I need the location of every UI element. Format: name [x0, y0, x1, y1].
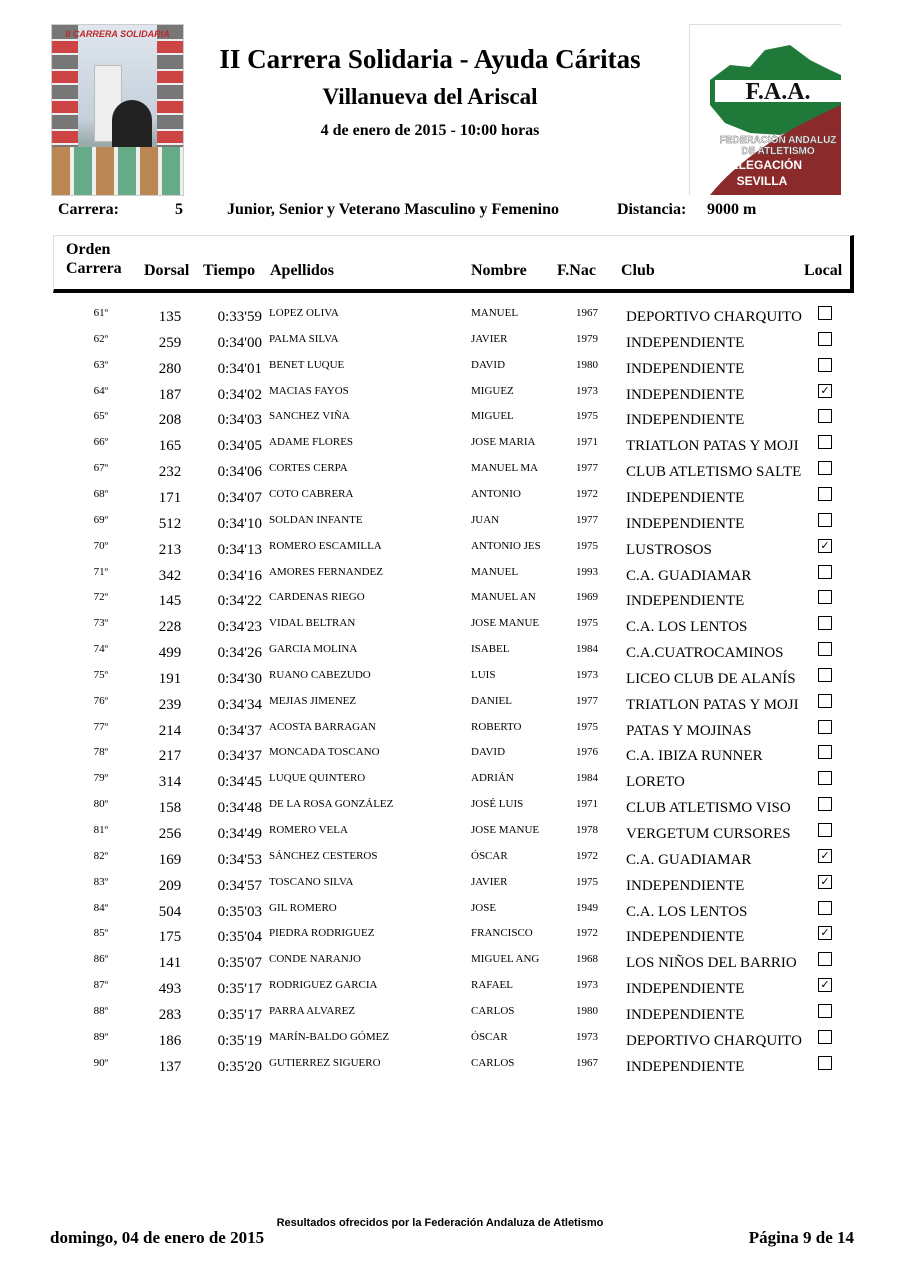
local-checkbox: [818, 1030, 832, 1044]
birth-year-cell: 1980: [576, 1004, 598, 1017]
position-cell: 88º: [93, 1004, 108, 1017]
time-cell: 0:35'03: [217, 903, 262, 920]
local-checkbox: [818, 771, 832, 785]
surname-cell: CONDE NARANJO: [269, 953, 361, 966]
svg-text:DE ATLETISMO: DE ATLETISMO: [741, 146, 815, 157]
carrera-label: Carrera:: [58, 201, 119, 218]
surname-cell: COTO CABRERA: [269, 487, 354, 500]
first-name-cell: JAVIER: [471, 332, 508, 345]
time-cell: 0:35'19: [217, 1032, 262, 1049]
footer-note: Resultados ofrecidos por la Federación Andaluza de Atletismo: [276, 1217, 604, 1229]
birth-year-cell: 1975: [576, 720, 598, 733]
first-name-cell: MANUEL MA: [471, 462, 539, 475]
first-name-cell: MANUEL AN: [471, 591, 536, 604]
time-cell: 0:34'45: [217, 774, 262, 791]
club-cell: DEPORTIVO CHARQUITO: [626, 1032, 802, 1049]
page-subtitle: Villanueva del Ariscal: [322, 84, 538, 109]
dorsal-cell: 314: [158, 774, 182, 791]
table-row: [0, 433, 905, 459]
table-row: [0, 899, 905, 925]
svg-text:DELEGACIÓN: DELEGACIÓN: [721, 158, 803, 172]
col-apellidos: Apellidos: [270, 262, 335, 279]
surname-cell: VIDAL BELTRAN: [269, 617, 356, 630]
first-name-cell: DAVID: [471, 746, 506, 759]
time-cell: 0:34'26: [217, 645, 262, 662]
svg-text:F.A.A.: F.A.A.: [745, 79, 811, 105]
birth-year-cell: 1980: [576, 358, 598, 371]
club-cell: INDEPENDIENTE: [626, 877, 745, 894]
position-cell: 61º: [93, 307, 108, 319]
surname-cell: ROMERO VELA: [269, 824, 348, 836]
position-cell: 67º: [93, 462, 108, 475]
first-name-cell: CARLOS: [471, 1004, 515, 1017]
dorsal-cell: 209: [158, 877, 182, 894]
birth-year-cell: 1976: [576, 746, 598, 759]
position-cell: 77º: [93, 720, 108, 733]
table-row: [0, 382, 905, 408]
birth-year-cell: 1968: [576, 953, 598, 966]
club-cell: INDEPENDIENTE: [626, 412, 745, 429]
table-header: [53, 235, 854, 293]
first-name-cell: MANUEL: [471, 565, 519, 578]
birth-year-cell: 1973: [576, 1030, 598, 1043]
table-row: [0, 950, 905, 976]
club-cell: INDEPENDIENTE: [626, 489, 745, 506]
birth-year-cell: 1972: [576, 849, 598, 862]
local-checkbox: [818, 435, 832, 449]
svg-text:SEVILLA: SEVILLA: [736, 174, 788, 188]
club-cell: C.A.CUATROCAMINOS: [626, 645, 784, 662]
dorsal-cell: 141: [158, 955, 182, 972]
time-cell: 0:35'17: [217, 1006, 262, 1023]
birth-year-cell: 1973: [576, 384, 598, 397]
dorsal-cell: 186: [158, 1032, 182, 1049]
club-cell: LUSTROSOS: [626, 541, 712, 558]
first-name-cell: ROBERTO: [471, 720, 522, 733]
surname-cell: AMORES FERNANDEZ: [269, 565, 383, 578]
position-cell: 64º: [93, 384, 108, 397]
birth-year-cell: 1977: [576, 513, 598, 526]
birth-year-cell: 1971: [576, 798, 598, 811]
surname-cell: SANCHEZ VIÑA: [269, 410, 350, 423]
local-checkbox-checked: ✓: [818, 539, 832, 553]
first-name-cell: MIGUEL: [471, 410, 514, 423]
club-cell: INDEPENDIENTE: [626, 929, 745, 946]
position-cell: 66º: [93, 436, 108, 449]
club-cell: C.A. GUADIAMAR: [626, 567, 752, 584]
local-checkbox: [818, 358, 832, 372]
time-cell: 0:35'17: [217, 981, 262, 998]
dorsal-cell: 158: [158, 800, 182, 817]
position-cell: 62º: [93, 332, 108, 345]
distance-label: Distancia:: [617, 201, 687, 218]
dorsal-cell: 213: [158, 541, 182, 558]
club-cell: C.A. LOS LENTOS: [626, 619, 748, 636]
birth-year-cell: 1972: [576, 487, 598, 500]
local-checkbox: [818, 306, 832, 320]
first-name-cell: JOSÉ LUIS: [471, 798, 524, 811]
time-cell: 0:34'02: [217, 386, 262, 403]
table-row: [0, 1028, 905, 1054]
first-name-cell: MIGUEL ANG: [471, 953, 540, 966]
first-name-cell: DANIEL: [471, 694, 512, 707]
surname-cell: RUANO CABEZUDO: [269, 668, 371, 681]
position-cell: 80º: [93, 798, 108, 811]
surname-cell: PARRA ALVAREZ: [269, 1004, 356, 1017]
position-cell: 73º: [93, 617, 108, 630]
local-checkbox: [818, 642, 832, 656]
position-cell: 87º: [93, 979, 108, 992]
club-cell: LORETO: [626, 774, 685, 791]
time-cell: 0:34'37: [217, 722, 262, 739]
time-cell: 0:34'22: [217, 593, 262, 610]
position-cell: 84º: [93, 901, 108, 914]
surname-cell: GIL ROMERO: [269, 901, 337, 914]
table-row: [0, 511, 905, 537]
dorsal-cell: 165: [158, 438, 182, 455]
event-date: 4 de enero de 2015 - 10:00 horas: [320, 122, 540, 139]
first-name-cell: LUIS: [471, 668, 496, 681]
col-orden: Orden: [66, 241, 111, 258]
dorsal-cell: 175: [158, 929, 182, 946]
first-name-cell: DAVID: [471, 358, 506, 371]
first-name-cell: FRANCISCO: [471, 927, 533, 940]
dorsal-cell: 169: [158, 851, 182, 868]
local-checkbox: [818, 823, 832, 837]
page-title: II Carrera Solidaria - Ayuda Cáritas: [219, 44, 641, 74]
col-fnac: F.Nac: [557, 262, 596, 279]
surname-cell: PALMA SILVA: [269, 332, 339, 345]
dorsal-cell: 228: [158, 619, 182, 636]
time-cell: 0:35'07: [217, 955, 262, 972]
time-cell: 0:34'37: [217, 748, 262, 765]
poster-title: II CARRERA SOLIDARIA: [65, 29, 170, 39]
first-name-cell: JAVIER: [471, 875, 508, 888]
race-category: Junior, Senior y Veterano Masculino y Femenino: [227, 201, 560, 218]
first-name-cell: RAFAEL: [471, 979, 513, 992]
first-name-cell: JOSE MARIA: [471, 436, 536, 449]
dorsal-cell: 214: [158, 722, 182, 739]
club-cell: C.A. LOS LENTOS: [626, 903, 748, 920]
surname-cell: BENET LUQUE: [269, 358, 345, 371]
col-club: Club: [621, 262, 655, 279]
position-cell: 76º: [93, 694, 108, 707]
time-cell: 0:34'13: [217, 541, 262, 558]
club-cell: INDEPENDIENTE: [626, 360, 745, 377]
birth-year-cell: 1977: [576, 694, 598, 707]
local-checkbox: [818, 1056, 832, 1070]
table-row: [0, 821, 905, 847]
faa-logo: [689, 24, 841, 195]
local-checkbox-checked: ✓: [818, 849, 832, 863]
dorsal-cell: 504: [158, 903, 182, 920]
dorsal-cell: 499: [158, 645, 182, 662]
local-checkbox-checked: ✓: [818, 978, 832, 992]
birth-year-cell: 1973: [576, 668, 598, 681]
time-cell: 0:34'34: [217, 696, 262, 713]
time-cell: 0:35'04: [217, 929, 262, 946]
table-row: [0, 1054, 905, 1080]
carrera-number: 5: [175, 201, 183, 218]
surname-cell: LUQUE QUINTERO: [269, 772, 366, 785]
surname-cell: MONCADA TOSCANO: [269, 746, 380, 759]
table-row: [0, 330, 905, 356]
position-cell: 65º: [93, 410, 108, 423]
surname-cell: GUTIERREZ SIGUERO: [269, 1056, 381, 1069]
position-cell: 82º: [93, 849, 108, 862]
local-checkbox: [818, 616, 832, 630]
birth-year-cell: 1977: [576, 462, 598, 475]
time-cell: 0:34'05: [217, 438, 262, 455]
dorsal-cell: 135: [158, 309, 182, 325]
birth-year-cell: 1971: [576, 436, 598, 449]
first-name-cell: MANUEL: [471, 307, 519, 319]
surname-cell: LOPEZ OLIVA: [269, 307, 339, 319]
position-cell: 72º: [93, 591, 108, 604]
position-cell: 70º: [93, 539, 108, 552]
dorsal-cell: 259: [158, 334, 182, 351]
birth-year-cell: 1975: [576, 617, 598, 630]
birth-year-cell: 1979: [576, 332, 598, 345]
table-row: [0, 769, 905, 795]
surname-cell: GARCIA MOLINA: [269, 643, 358, 656]
first-name-cell: JOSE MANUE: [471, 617, 540, 630]
position-cell: 71º: [93, 565, 108, 578]
time-cell: 0:34'23: [217, 619, 262, 636]
footer-date: domingo, 04 de enero de 2015: [50, 1228, 265, 1247]
first-name-cell: ISABEL: [471, 643, 510, 656]
club-cell: INDEPENDIENTE: [626, 1058, 745, 1075]
dorsal-cell: 232: [158, 464, 182, 481]
first-name-cell: JOSE: [471, 901, 497, 914]
surname-cell: MACIAS FAYOS: [269, 384, 349, 397]
table-row: [0, 588, 905, 614]
birth-year-cell: 1984: [576, 772, 598, 785]
birth-year-cell: 1967: [576, 307, 598, 319]
local-checkbox-checked: ✓: [818, 926, 832, 940]
local-checkbox: [818, 590, 832, 604]
race-poster-image: [51, 24, 184, 196]
local-checkbox: [818, 668, 832, 682]
dorsal-cell: 493: [158, 981, 182, 998]
dorsal-cell: 239: [158, 696, 182, 713]
col-nombre: Nombre: [471, 262, 527, 279]
time-cell: 0:34'06: [217, 464, 262, 481]
table-row: [0, 795, 905, 821]
first-name-cell: ÓSCAR: [471, 1030, 508, 1043]
col-dorsal: Dorsal: [144, 262, 190, 279]
local-checkbox: [818, 461, 832, 475]
surname-cell: PIEDRA RODRIGUEZ: [269, 927, 375, 940]
birth-year-cell: 1993: [576, 565, 598, 578]
position-cell: 89º: [93, 1030, 108, 1043]
local-checkbox: [818, 1004, 832, 1018]
local-checkbox: [818, 332, 832, 346]
birth-year-cell: 1978: [576, 824, 598, 836]
table-row: [0, 485, 905, 511]
local-checkbox: [818, 513, 832, 527]
birth-year-cell: 1973: [576, 979, 598, 992]
club-cell: C.A. GUADIAMAR: [626, 851, 752, 868]
dorsal-cell: 208: [158, 412, 182, 429]
surname-cell: ACOSTA BARRAGAN: [269, 720, 376, 733]
club-cell: CLUB ATLETISMO VISO: [626, 800, 791, 817]
position-cell: 85º: [93, 927, 108, 940]
first-name-cell: ADRIÁN: [471, 772, 514, 785]
table-row: [0, 743, 905, 769]
time-cell: 0:34'57: [217, 877, 262, 894]
local-checkbox-checked: ✓: [818, 875, 832, 889]
dorsal-cell: 512: [158, 515, 182, 532]
time-cell: 0:34'10: [217, 515, 262, 532]
table-row: [0, 692, 905, 718]
surname-cell: CORTES CERPA: [269, 462, 348, 475]
birth-year-cell: 1969: [576, 591, 598, 604]
dorsal-cell: 283: [158, 1006, 182, 1023]
dorsal-cell: 191: [158, 670, 182, 687]
time-cell: 0:34'53: [217, 851, 262, 868]
table-row: [0, 1002, 905, 1028]
club-cell: LICEO CLUB DE ALANÍS: [626, 670, 796, 687]
col-tiempo: Tiempo: [203, 262, 256, 279]
position-cell: 69º: [93, 513, 108, 526]
birth-year-cell: 1975: [576, 539, 598, 552]
time-cell: 0:35'20: [217, 1058, 262, 1075]
table-row: [0, 563, 905, 589]
surname-cell: SÁNCHEZ CESTEROS: [269, 849, 378, 862]
table-row: [0, 640, 905, 666]
club-cell: TRIATLON PATAS Y MOJI: [626, 696, 799, 713]
local-checkbox: [818, 694, 832, 708]
position-cell: 78º: [93, 746, 108, 759]
table-row: [0, 924, 905, 950]
table-row: [0, 356, 905, 382]
time-cell: 0:33'59: [217, 309, 262, 325]
club-cell: INDEPENDIENTE: [626, 386, 745, 403]
local-checkbox: [818, 565, 832, 579]
club-cell: INDEPENDIENTE: [626, 593, 745, 610]
surname-cell: DE LA ROSA GONZÁLEZ: [269, 798, 394, 811]
club-cell: PATAS Y MOJINAS: [626, 722, 752, 739]
time-cell: 0:34'00: [217, 334, 262, 351]
table-row: [0, 459, 905, 485]
page-number: Página 9 de 14: [748, 1228, 854, 1247]
first-name-cell: JOSE MANUE: [471, 824, 540, 836]
surname-cell: SOLDAN INFANTE: [269, 513, 363, 526]
club-cell: INDEPENDIENTE: [626, 515, 745, 532]
position-cell: 81º: [93, 824, 108, 836]
local-checkbox: [818, 901, 832, 915]
club-cell: INDEPENDIENTE: [626, 981, 745, 998]
local-checkbox-checked: ✓: [818, 384, 832, 398]
position-cell: 68º: [93, 487, 108, 500]
first-name-cell: CARLOS: [471, 1056, 515, 1069]
position-cell: 75º: [93, 668, 108, 681]
time-cell: 0:34'48: [217, 800, 262, 817]
position-cell: 74º: [93, 643, 108, 656]
table-row: [0, 537, 905, 563]
club-cell: INDEPENDIENTE: [626, 1006, 745, 1023]
time-cell: 0:34'30: [217, 670, 262, 687]
club-cell: DEPORTIVO CHARQUITO: [626, 309, 802, 325]
time-cell: 0:34'03: [217, 412, 262, 429]
first-name-cell: ANTONIO JES: [471, 539, 541, 552]
position-cell: 63º: [93, 358, 108, 371]
position-cell: 83º: [93, 875, 108, 888]
distance-value: 9000 m: [707, 201, 757, 218]
dorsal-cell: 256: [158, 826, 182, 842]
birth-year-cell: 1949: [576, 901, 598, 914]
position-cell: 90º: [93, 1056, 108, 1069]
birth-year-cell: 1975: [576, 875, 598, 888]
table-row: [0, 666, 905, 692]
local-checkbox: [818, 409, 832, 423]
dorsal-cell: 187: [158, 386, 182, 403]
local-checkbox: [818, 720, 832, 734]
table-row: [0, 407, 905, 433]
table-row: [0, 847, 905, 873]
surname-cell: TOSCANO SILVA: [269, 875, 354, 888]
birth-year-cell: 1967: [576, 1056, 598, 1069]
dorsal-cell: 171: [158, 489, 182, 506]
table-row: [0, 976, 905, 1002]
birth-year-cell: 1972: [576, 927, 598, 940]
dorsal-cell: 145: [158, 593, 182, 610]
time-cell: 0:34'07: [217, 489, 262, 506]
dorsal-cell: 137: [158, 1058, 182, 1075]
first-name-cell: JUAN: [471, 513, 500, 526]
position-cell: 79º: [93, 772, 108, 785]
surname-cell: MEJIAS JIMENEZ: [269, 694, 357, 707]
position-cell: 86º: [93, 953, 108, 966]
birth-year-cell: 1975: [576, 410, 598, 423]
first-name-cell: MIGUEZ: [471, 384, 514, 397]
time-cell: 0:34'49: [217, 826, 262, 842]
surname-cell: ROMERO ESCAMILLA: [269, 539, 382, 552]
local-checkbox: [818, 745, 832, 759]
birth-year-cell: 1984: [576, 643, 598, 656]
first-name-cell: ANTONIO: [471, 487, 521, 500]
surname-cell: RODRIGUEZ GARCIA: [269, 979, 378, 992]
dorsal-cell: 342: [158, 567, 182, 584]
time-cell: 0:34'16: [217, 567, 262, 584]
surname-cell: ADAME FLORES: [269, 436, 354, 449]
table-row: [0, 718, 905, 744]
col-local: Local: [804, 262, 843, 279]
surname-cell: CARDENAS RIEGO: [269, 591, 365, 604]
club-cell: C.A. IBIZA RUNNER: [626, 748, 763, 765]
table-row: [0, 873, 905, 899]
dorsal-cell: 217: [158, 748, 182, 765]
local-checkbox: [818, 952, 832, 966]
first-name-cell: ÓSCAR: [471, 849, 508, 862]
club-cell: INDEPENDIENTE: [626, 334, 745, 351]
table-row: [0, 304, 905, 330]
club-cell: TRIATLON PATAS Y MOJI: [626, 438, 799, 455]
table-row: [0, 614, 905, 640]
local-checkbox: [818, 797, 832, 811]
svg-text:FEDERACIÓN ANDALUZ: FEDERACIÓN ANDALUZ: [719, 135, 837, 146]
club-cell: VERGETUM CURSORES: [626, 826, 791, 842]
club-cell: CLUB ATLETISMO SALTE: [626, 464, 802, 481]
time-cell: 0:34'01: [217, 360, 262, 377]
col-carrera: Carrera: [66, 260, 122, 277]
club-cell: LOS NIÑOS DEL BARRIO: [626, 955, 797, 972]
surname-cell: MARÍN-BALDO GÓMEZ: [269, 1030, 390, 1043]
local-checkbox: [818, 487, 832, 501]
dorsal-cell: 280: [158, 360, 182, 377]
